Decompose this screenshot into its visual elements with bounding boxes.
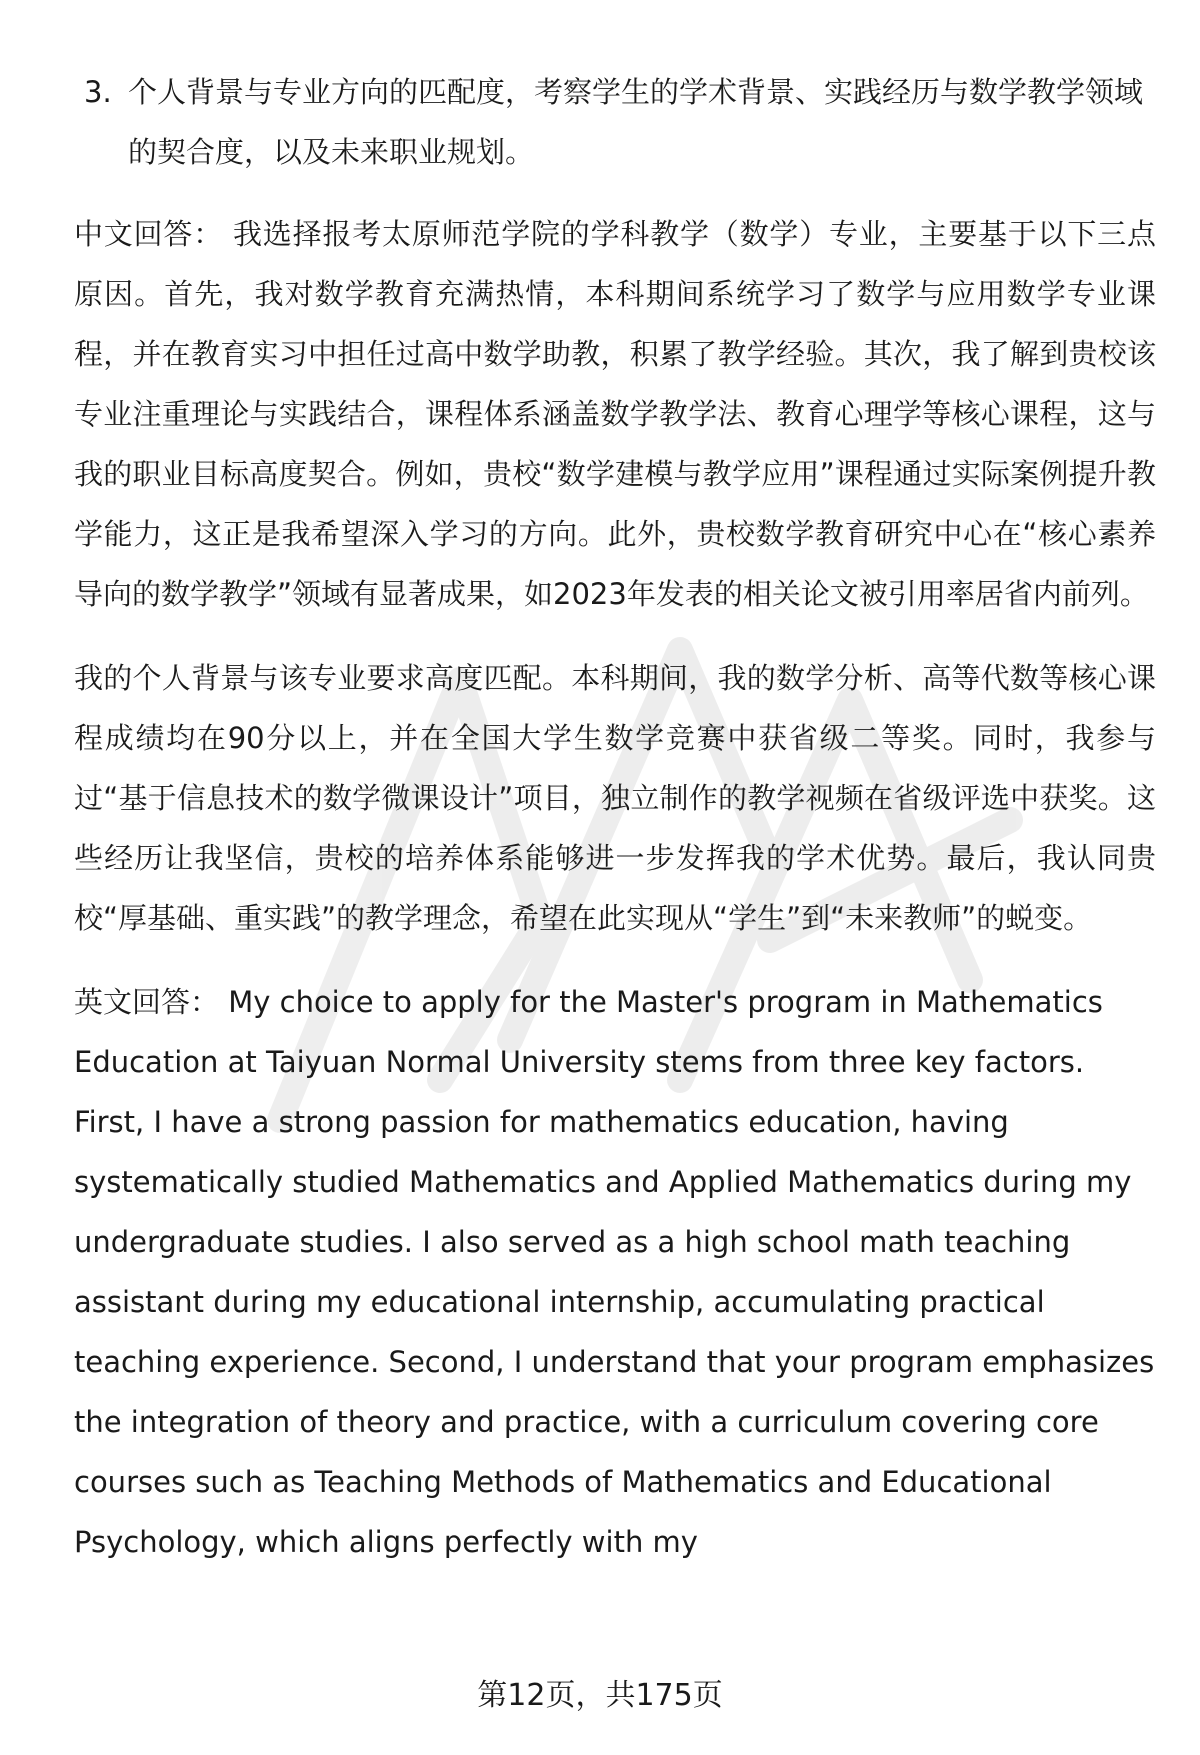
list-number: 3. xyxy=(84,75,112,109)
chinese-answer-paragraph-1: 中文回答： 我选择报考太原师范学院的学科教学（数学）专业，主要基于以下三点原因。首先，我对数学教育充满热情，本科期间系统学习了数学与应用数学专业课程，并在教育实习中担任过高中数学助教，积累了教学经验。其次，我了解到贵校该专业注重理论与实践结合，课程体系涵盖数学教学法、教育心理学等核心课程，这与我的职业目标高度契合。例如，贵校“数学建模与教学应用”课程通过实际案例提升教学能力，这正是我希望深入学习的方向。此外，贵校数学教育研究中心在“核心素养导向的数学教学”领域有显著成果，如2023年发表的相关论文被引用率居省内前列。 xyxy=(74,217,1156,611)
list-item-text: 个人背景与专业方向的匹配度，考察学生的学术背景、实践经历与数学教学领域的契合度，以及未来职业规划。 xyxy=(128,75,1144,169)
page-number-footer: 第12页，共175页 xyxy=(477,1678,723,1713)
numbered-list-item xyxy=(74,62,1156,182)
chinese-answer-paragraph-2: 我的个人背景与该专业要求高度匹配。本科期间，我的数学分析、高等代数等核心课程成绩均在90分以上，并在全国大学生数学竞赛中获省级二等奖。同时，我参与过“基于信息技术的数学微课设计”项目，独立制作的教学视频在省级评选中获奖。这些经历让我坚信，贵校的培养体系能够进一步发挥我的学术优势。最后，我认同贵校“厚基础、重实践”的教学理念，希望在此实现从“学生”到“未来教师”的蜕变。 xyxy=(74,661,1156,935)
english-answer-paragraph: 英文回答： My choice to apply for the Master's program in Mathematics Education at Taiyuan Normal University stems from three key factors. First, I have a strong passion for mathematics education, having systematically studied Mathematics and Applied Mathematics during my undergraduate studies. I also served as a high school math teaching assistant during my educational internship, accumulating practical teaching experience. Second, I understand that your program emphasizes the integration of theory and practice, with a curriculum covering core courses such as Teaching Methods of Mathematics and Educational Psychology, which aligns perfectly with my xyxy=(74,985,1155,1559)
document-body xyxy=(74,62,1156,1572)
